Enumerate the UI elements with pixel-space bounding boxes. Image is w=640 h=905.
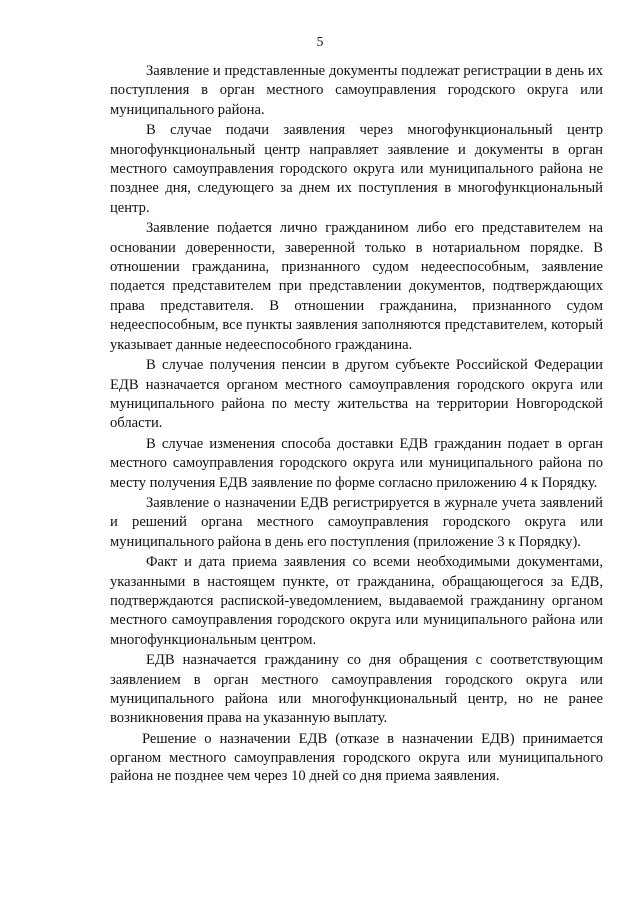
document-body (110, 62, 603, 787)
paragraph-decision-deadline: Решение о назначении ЕДВ (отказе в назначении ЕДВ) принимается органом местного самоуправления городского округа или муниципального района не позднее чем через 10 дней со дня приема заявления. (110, 730, 603, 785)
paragraph-journal-registration: Заявление о назначении ЕДВ регистрируется в журнале учета заявлений и решений органа местного самоуправления городского округа или муниципального района в день его поступления (приложение 3 к Порядку). (110, 494, 603, 550)
paragraph-registration: Заявление и представленные документы подлежат регистрации в день их поступления в орган местного самоуправления городского округа или муниципального района. (110, 63, 603, 118)
paragraph-other-region-pension: В случае получения пенсии в другом субъекте Российской Федерации ЕДВ назначается органом местного самоуправления городского округа или муниципального района по месту жительства на территории Новгородской области. (110, 357, 603, 432)
page-number: 5 (316, 34, 324, 49)
paragraph-personal-submission: Заявление подается лично гражданином либо его представителем на основании доверенности, заверенной только в нотариальном порядке. В отношении гражданина, признанного судом недееспособным, заявление подается представителем при представлении документов, подтверждающих права представителя. В отношении гражданина, признанного судом недееспособным, все пункты заявления заполняются представителем, который указывает данные недееспособного гражданина. (110, 220, 603, 353)
paragraph-mfc-submission: В случае подачи заявления через многофункциональный центр многофункциональный центр направляет заявление и документы в орган местного самоуправления городского округа или муниципального района не позднее дня, следующего за днем их поступления в многофункциональный центр. (110, 122, 603, 216)
paragraph-receipt-notice: Факт и дата приема заявления со всеми необходимыми документами, указанными в настоящем пункте, от гражданина, обращающегося за ЕДВ, подтверждаются распиской-уведомлением, выдаваемой гражданину органом местного самоуправления городского округа или муниципального района или многофункциональным центром. (110, 554, 603, 648)
paragraph-delivery-change: В случае изменения способа доставки ЕДВ гражданин подает в орган местного самоуправления городского округа или муниципального района по месту получения ЕДВ заявление по форме согласно приложению 4 к Порядку. (110, 435, 603, 491)
paragraph-assignment-date: ЕДВ назначается гражданину со дня обращения с соответствующим заявлением в орган местного самоуправления городского округа или муниципального района или многофункциональный центр, но не ранее возникновения права на указанную выплату. (110, 652, 603, 727)
